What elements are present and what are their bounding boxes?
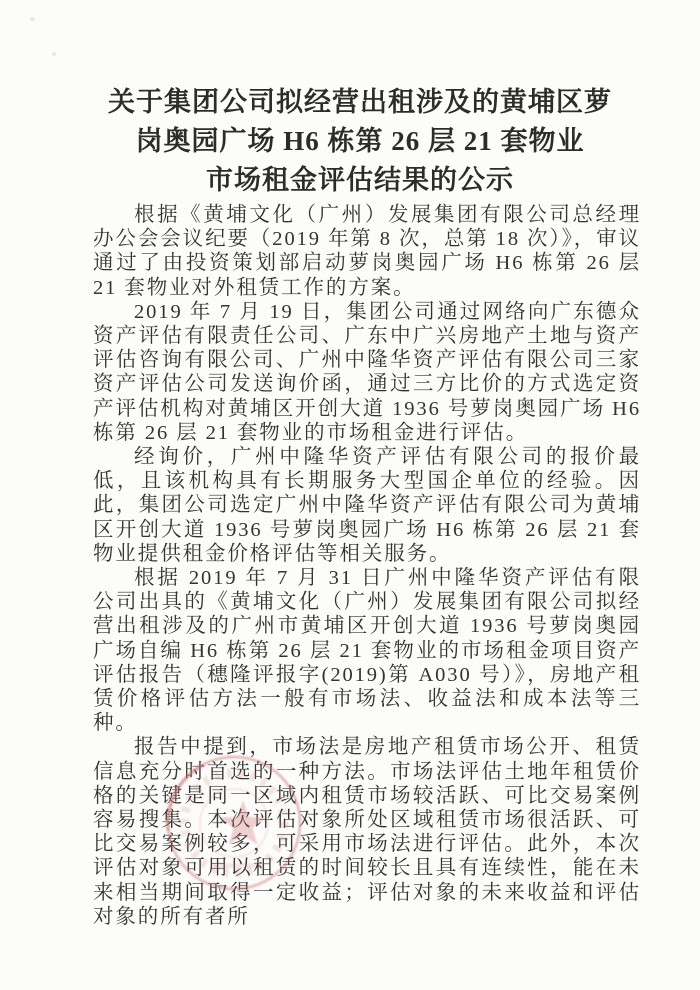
title-line-1: 关于集团公司拟经营出租涉及的黄埔区萝 — [108, 87, 612, 117]
document-title — [78, 83, 642, 200]
title-line-3: 市场租金评估结果的公示 — [206, 165, 514, 195]
paragraph-5: 报告中提到，市场法是房地产租赁市场公开、租赁信息充分时首选的一种方法。市场法评估土地年租赁价格的关键是同一区域内租赁市场较活跃、可比交易案例容易搜集。本次评估对象所处区域租赁市场很活跃、可比交易案例较多，可采用市场法进行评估。此外，本次评估对象可用以租赁的时间较长且具有连续性，能在未来相当期间取得一定收益；评估对象的未来收益和评估对象的所有者所 — [93, 736, 641, 928]
paragraph-2: 2019 年 7 月 19 日，集团公司通过网络向广东德众资产评估有限责任公司、广东中广兴房地产土地与资产评估咨询有限公司、广州中隆华资产评估有限公司三家资产评估公司发送询价函，通过三方比价的方式选定资产评估机构对黄埔区开创大道 1936 号萝岗奥园广场 H6 栋第 26 层 21 套物业的市场租金进行评估。 — [93, 300, 641, 444]
paragraph-3: 经询价，广州中隆华资产评估有限公司的报价最低，且该机构具有长期服务大型国企单位的经验。因此，集团公司选定广州中隆华资产评估有限公司为黄埔区开创大道 1936 号萝岗奥园广场 H6 栋第 26 层 21 套物业提供租金价格评估等相关服务。 — [93, 446, 641, 565]
title-line-2: 岗奥园广场 H6 栋第 26 层 21 套物业 — [135, 126, 585, 156]
document-body — [93, 203, 641, 929]
paragraph-4: 根据 2019 年 7 月 31 日广州中隆华资产评估有限公司出具的《黄埔文化（广州）发展集团有限公司拟经营出租涉及的广州市黄埔区开创大道 1936 号萝岗奥园广场自编 H6 栋第 26 层 21 套物业的市场租金项目资产评估报告（穗隆评报字(2019)第 A030 号）》，房地产租赁价格评估方法一般有市场法、收益法和成本法等三种。 — [93, 567, 641, 735]
paragraph-1: 根据《黄埔文化（广州）发展集团有限公司总经理办公会会议纪要（2019 年第 8 次，总第 18 次）》，审议通过了由投资策划部启动萝岗奥园广场 H6 栋第 26 层 21 套物业对外租赁工作的方案。 — [93, 204, 641, 299]
scan-speck — [30, 17, 35, 21]
scan-speck — [52, 52, 56, 56]
